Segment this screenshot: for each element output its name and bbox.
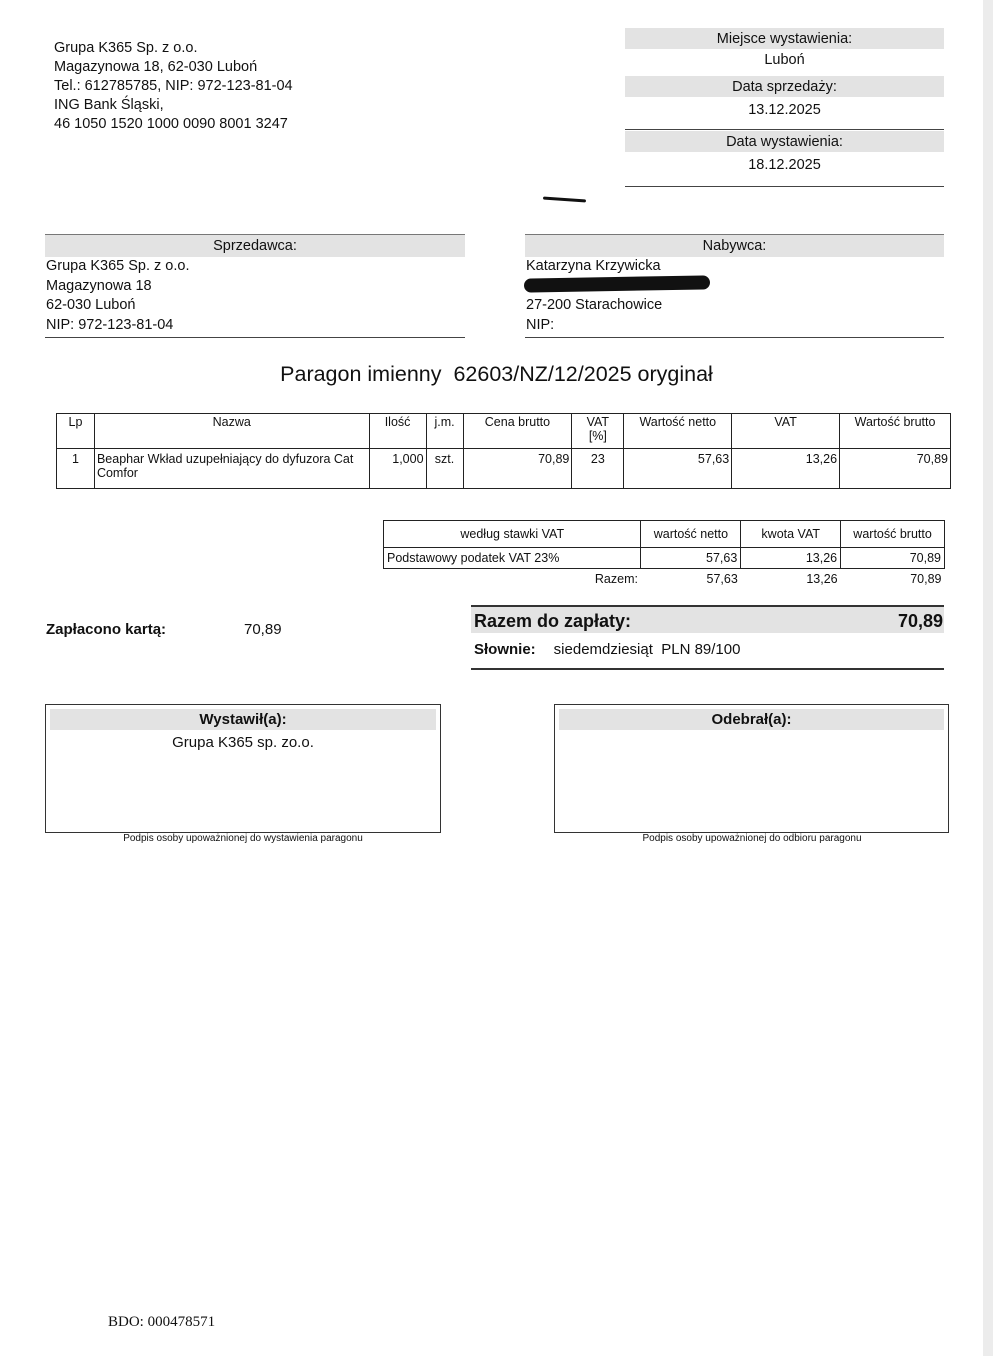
vat-sum-gross: 70,89: [910, 572, 942, 586]
items-table: [56, 413, 951, 489]
sale-date-label: Data sprzedaży:: [625, 76, 944, 97]
buyer-label: Nabywca:: [525, 234, 944, 257]
received-label: Odebrał(a):: [559, 709, 944, 730]
page-edge-shadow: [983, 0, 993, 1356]
document-number: 62603/NZ/12/2025 oryginał: [453, 362, 713, 386]
payment-info: [46, 621, 282, 638]
vat-net: 57,63: [641, 548, 741, 569]
vat-sum-row: [384, 569, 945, 590]
words-label: Słownie:: [474, 641, 536, 658]
vat-header-row: [384, 521, 945, 548]
item-qty: 1,000: [369, 449, 426, 489]
col-qty: Ilość: [369, 414, 426, 449]
col-vat: VAT: [732, 414, 840, 449]
issuer-line: 46 1050 1520 1000 0090 8001 3247: [54, 116, 288, 132]
table-row: [57, 449, 951, 489]
seller-label: Sprzedawca:: [45, 234, 465, 257]
issue-date-label: Data wystawienia:: [625, 131, 944, 152]
col-lp: Lp: [57, 414, 95, 449]
buyer-line: 27-200 Starachowice: [526, 297, 663, 313]
seller-line: 62-030 Luboń: [46, 297, 136, 313]
vat-col-net: wartość netto: [641, 521, 741, 548]
vat-sum-label: Razem:: [594, 572, 638, 586]
issuer-block: [54, 39, 293, 134]
vat-summary-table: [383, 520, 945, 589]
vat-col-gross: wartość brutto: [841, 521, 945, 548]
col-price-gross: Cena brutto: [463, 414, 572, 449]
vat-col-rate: według stawki VAT: [384, 521, 641, 548]
payment-value: 70,89: [244, 621, 282, 638]
issued-caption: Podpis osoby upoważnionej do wystawienia paragonu: [123, 833, 363, 844]
issuer-line: ING Bank Śląski,: [54, 97, 164, 113]
vat-rate: Podstawowy podatek VAT 23%: [384, 548, 641, 569]
item-price-gross: 70,89: [463, 449, 572, 489]
issued-by-box: [45, 704, 441, 833]
place-value: Luboń: [764, 52, 805, 68]
payment-label: Zapłacono kartą:: [46, 621, 167, 638]
vat-gross: 70,89: [841, 548, 945, 569]
item-lp: 1: [57, 449, 95, 489]
vat-col-amount: kwota VAT: [741, 521, 841, 548]
pen-mark: [543, 197, 586, 203]
item-name: Beaphar Wkład uzupełniający do dyfuzora Cat Comfor: [94, 449, 369, 489]
seller-line: Magazynowa 18: [46, 277, 152, 294]
item-net: 57,63: [624, 449, 732, 489]
vat-sum-amount: 13,26: [806, 572, 838, 586]
total-box: [471, 605, 944, 670]
col-vat-rate: VAT [%]: [572, 414, 624, 449]
bdo-number: BDO: 000478571: [108, 1314, 216, 1330]
col-unit: j.m.: [426, 414, 463, 449]
item-gross: 70,89: [840, 449, 951, 489]
seller-line: NIP: 972-123-81-04: [46, 316, 174, 333]
buyer-line: NIP:: [526, 316, 555, 333]
table-row: [384, 548, 945, 569]
place-label: Miejsce wystawienia:: [625, 28, 944, 49]
words-value: siedemdziesiąt PLN 89/100: [553, 641, 741, 658]
item-unit: szt.: [426, 449, 463, 489]
col-gross: Wartość brutto: [840, 414, 951, 449]
total-label: Razem do zapłaty:: [474, 611, 632, 631]
total-value: 70,89: [897, 611, 943, 631]
received-caption: Podpis osoby upoważnionej do odbioru paragonu: [642, 833, 862, 844]
vat-sum-net: 57,63: [706, 572, 738, 586]
col-net: Wartość netto: [624, 414, 732, 449]
document-type: Paragon imienny: [280, 362, 442, 386]
item-vat-rate: 23: [572, 449, 624, 489]
sale-date-value: 13.12.2025: [625, 97, 944, 130]
buyer-line: Katarzyna Krzywicka: [526, 258, 661, 274]
received-by-box: [554, 704, 949, 833]
issuer-line: Tel.: 612785785, NIP: 972-123-81-04: [54, 78, 293, 94]
col-name: Nazwa: [94, 414, 369, 449]
item-vat: 13,26: [732, 449, 840, 489]
issued-label: Wystawił(a):: [50, 709, 436, 730]
vat-amount: 13,26: [741, 548, 841, 569]
document-meta: [625, 28, 944, 188]
issued-by: Grupa K365 sp. zo.o.: [172, 734, 314, 751]
issue-date-value: 18.12.2025: [625, 152, 944, 187]
seller-line: Grupa K365 Sp. z o.o.: [46, 258, 190, 274]
document-title: [0, 362, 993, 387]
items-header-row: [57, 414, 951, 449]
issuer-line: Grupa K365 Sp. z o.o.: [54, 40, 198, 56]
seller-block: [45, 234, 465, 338]
issuer-line: Magazynowa 18, 62-030 Luboń: [54, 59, 258, 75]
